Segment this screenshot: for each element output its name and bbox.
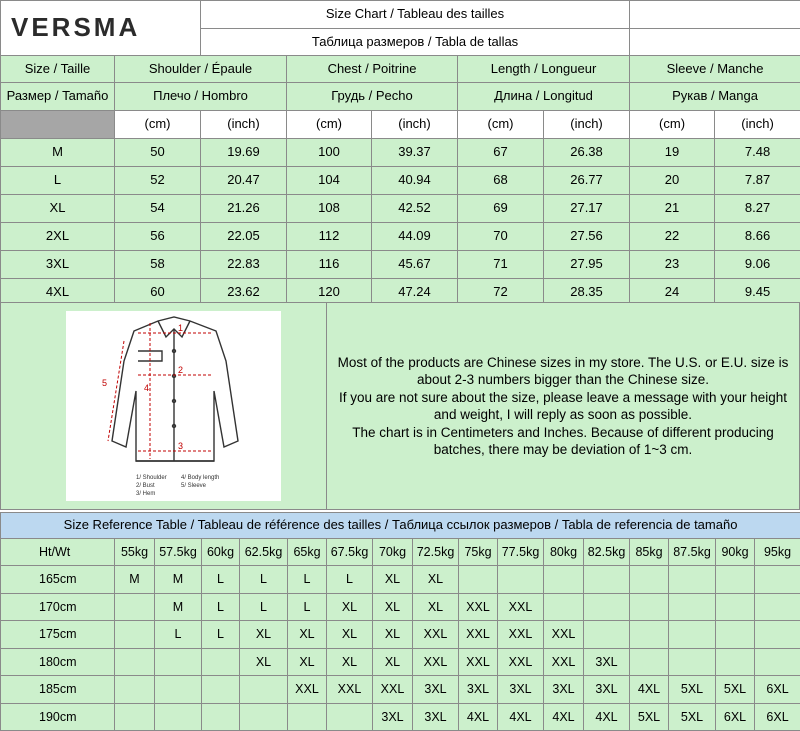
height-label: 190cm — [1, 703, 115, 731]
measure-cell: 20 — [630, 167, 715, 195]
header-shoulder: Shoulder / Épaule — [115, 56, 287, 83]
sleeve-number: 5 — [102, 378, 108, 388]
notes-cell — [326, 302, 800, 510]
height-label: 165cm — [1, 566, 115, 594]
weight-header: 57.5kg — [155, 539, 202, 566]
size-recommendation: 3XL — [413, 676, 459, 704]
size-label: L — [1, 167, 115, 195]
note-line: batches, there may be deviation of 1~3 cm. — [433, 442, 693, 457]
height-row — [1, 703, 800, 731]
measure-cell: 50 — [115, 139, 201, 167]
measure-cell: 9.06 — [715, 251, 800, 279]
measure-cell: 9.45 — [715, 279, 800, 307]
weight-header: 72.5kg — [413, 539, 459, 566]
size-row — [1, 167, 800, 195]
measure-cell: 44.09 — [372, 223, 458, 251]
size-recommendation — [115, 621, 155, 649]
size-recommendation: XXL — [459, 621, 498, 649]
measure-cell: 56 — [115, 223, 201, 251]
measure-cell: 42.52 — [372, 195, 458, 223]
header-chest-alt: Грудь / Pecho — [287, 83, 458, 111]
legend-bust: 2/ Bust — [136, 483, 155, 489]
height-row — [1, 566, 800, 594]
size-recommendation — [288, 703, 327, 731]
size-recommendation — [669, 621, 716, 649]
unit-label: (cm) — [630, 111, 715, 139]
weight-header: 62.5kg — [240, 539, 288, 566]
size-recommendation — [544, 566, 584, 594]
size-recommendation: XL — [373, 566, 413, 594]
measure-cell: 104 — [287, 167, 372, 195]
header-chest: Chest / Poitrine — [287, 56, 458, 83]
height-label: 185cm — [1, 676, 115, 704]
size-recommendation — [459, 566, 498, 594]
size-recommendation — [240, 703, 288, 731]
measure-cell: 26.38 — [544, 139, 630, 167]
measure-cell: 27.17 — [544, 195, 630, 223]
measure-cell: 60 — [115, 279, 201, 307]
size-recommendation: 6XL — [755, 703, 800, 731]
size-recommendation: XL — [288, 648, 327, 676]
size-recommendation: XXL — [498, 648, 544, 676]
size-recommendation: 3XL — [459, 676, 498, 704]
weight-header: 77.5kg — [498, 539, 544, 566]
size-recommendation: L — [155, 621, 202, 649]
height-weight-corner: Ht/Wt — [1, 539, 115, 566]
measure-cell: 8.27 — [715, 195, 800, 223]
size-recommendation — [155, 676, 202, 704]
measure-cell: 22 — [630, 223, 715, 251]
size-recommendation: L — [202, 593, 240, 621]
measure-cell: 108 — [287, 195, 372, 223]
unit-label: (cm) — [115, 111, 201, 139]
size-recommendation — [544, 593, 584, 621]
reference-title: Size Reference Table / Tableau de référence des tailles / Таблица ссылок размеров / Tabla de referencia de tamaño — [1, 513, 800, 539]
size-recommendation: L — [240, 566, 288, 594]
size-recommendation: XXL — [413, 621, 459, 649]
measure-cell: 72 — [458, 279, 544, 307]
size-recommendation: XL — [240, 621, 288, 649]
size-recommendation: XXL — [498, 621, 544, 649]
measure-cell: 22.05 — [201, 223, 287, 251]
size-recommendation — [630, 648, 669, 676]
unit-label: (cm) — [287, 111, 372, 139]
header-shoulder-alt: Плечо / Hombro — [115, 83, 287, 111]
size-recommendation — [584, 621, 630, 649]
size-recommendation: M — [115, 566, 155, 594]
size-recommendation: 3XL — [584, 648, 630, 676]
measure-cell: 47.24 — [372, 279, 458, 307]
measure-cell: 116 — [287, 251, 372, 279]
size-recommendation: XXL — [498, 593, 544, 621]
header-sleeve: Sleeve / Manche — [630, 56, 800, 83]
size-recommendation — [115, 648, 155, 676]
brand-logo — [1, 1, 201, 56]
measure-cell: 19 — [630, 139, 715, 167]
size-recommendation — [115, 703, 155, 731]
weight-header: 80kg — [544, 539, 584, 566]
header-sleeve-alt: Рукав / Manga — [630, 83, 800, 111]
size-recommendation — [630, 593, 669, 621]
measure-cell: 7.48 — [715, 139, 800, 167]
legend-hem: 3/ Hem — [136, 491, 156, 497]
unit-label: (inch) — [201, 111, 287, 139]
measure-cell: 68 — [458, 167, 544, 195]
unit-label: (cm) — [458, 111, 544, 139]
chart-title-line2: Таблица размеров / Tabla de tallas — [201, 29, 630, 56]
weight-header: 82.5kg — [584, 539, 630, 566]
measure-cell: 40.94 — [372, 167, 458, 195]
size-recommendation — [716, 566, 755, 594]
weight-header: 60kg — [202, 539, 240, 566]
header-length-alt: Длина / Longitud — [458, 83, 630, 111]
size-recommendation — [202, 648, 240, 676]
size-recommendation: 6XL — [755, 676, 800, 704]
height-label: 175cm — [1, 621, 115, 649]
size-notes — [334, 354, 793, 459]
size-recommendation — [240, 676, 288, 704]
size-recommendation: XL — [413, 593, 459, 621]
measure-cell: 20.47 — [201, 167, 287, 195]
note-line: Most of the products are Chinese sizes in my store. The U.S. or E.U. size is — [337, 354, 789, 370]
size-recommendation: XXL — [373, 676, 413, 704]
size-recommendation: 3XL — [584, 676, 630, 704]
height-row — [1, 621, 800, 649]
diagram-cell — [0, 302, 327, 510]
size-recommendation: M — [155, 593, 202, 621]
size-recommendation: L — [202, 621, 240, 649]
measure-cell: 22.83 — [201, 251, 287, 279]
unit-label: (inch) — [372, 111, 458, 139]
measure-cell: 27.95 — [544, 251, 630, 279]
weight-header: 90kg — [716, 539, 755, 566]
weight-header: 87.5kg — [669, 539, 716, 566]
size-recommendation — [115, 593, 155, 621]
measure-cell: 21 — [630, 195, 715, 223]
size-recommendation: L — [288, 593, 327, 621]
weight-header: 85kg — [630, 539, 669, 566]
size-recommendation: XXL — [459, 648, 498, 676]
size-recommendation: XXL — [544, 621, 584, 649]
shoulder-number: 1 — [178, 323, 184, 333]
measure-cell: 45.67 — [372, 251, 458, 279]
weight-header: 70kg — [373, 539, 413, 566]
measure-cell: 39.37 — [372, 139, 458, 167]
legend-sleeve: 5/ Sleeve — [181, 483, 207, 489]
size-row — [1, 251, 800, 279]
size-recommendation — [755, 566, 800, 594]
measure-cell: 58 — [115, 251, 201, 279]
height-label: 180cm — [1, 648, 115, 676]
diagram-legend — [136, 475, 219, 497]
size-recommendation: XXL — [413, 648, 459, 676]
legend-body-length: 4/ Body length — [181, 475, 220, 481]
size-row — [1, 223, 800, 251]
size-recommendation: XXL — [544, 648, 584, 676]
height-label: 170cm — [1, 593, 115, 621]
size-recommendation — [755, 593, 800, 621]
size-recommendation: 5XL — [669, 676, 716, 704]
weight-header-row — [1, 539, 800, 566]
measure-cell: 19.69 — [201, 139, 287, 167]
size-recommendation — [669, 593, 716, 621]
size-reference-table — [0, 512, 800, 731]
size-recommendation — [755, 648, 800, 676]
size-recommendation — [669, 648, 716, 676]
size-recommendation: 5XL — [669, 703, 716, 731]
header-size-alt: Размер / Tamaño — [1, 83, 115, 111]
size-recommendation: XL — [373, 593, 413, 621]
height-row — [1, 648, 800, 676]
measure-cell: 21.26 — [201, 195, 287, 223]
size-recommendation: L — [288, 566, 327, 594]
size-recommendation — [155, 648, 202, 676]
size-recommendation: XXL — [459, 593, 498, 621]
units-corner — [1, 111, 115, 139]
info-section — [0, 302, 800, 510]
size-recommendation: 4XL — [584, 703, 630, 731]
note-line: The chart is in Centimeters and Inches. Because of different producing — [352, 424, 774, 440]
unit-label: (inch) — [715, 111, 800, 139]
size-recommendation: XL — [413, 566, 459, 594]
note-line: about 2-3 numbers bigger than the Chinese size. — [417, 372, 709, 387]
size-recommendation: M — [155, 566, 202, 594]
size-recommendation: XL — [288, 621, 327, 649]
size-recommendation — [327, 703, 373, 731]
measure-cell: 70 — [458, 223, 544, 251]
size-recommendation: 3XL — [413, 703, 459, 731]
size-recommendation — [155, 703, 202, 731]
size-recommendation: XL — [240, 648, 288, 676]
size-recommendation: 6XL — [716, 703, 755, 731]
size-recommendation — [669, 566, 716, 594]
size-recommendation: 4XL — [459, 703, 498, 731]
size-label: 2XL — [1, 223, 115, 251]
size-recommendation: 3XL — [498, 676, 544, 704]
weight-header: 95kg — [755, 539, 800, 566]
measure-cell: 23.62 — [201, 279, 287, 307]
size-recommendation: L — [327, 566, 373, 594]
size-recommendation — [115, 676, 155, 704]
size-recommendation — [202, 703, 240, 731]
unit-label: (inch) — [544, 111, 630, 139]
measure-cell: 24 — [630, 279, 715, 307]
size-recommendation — [584, 593, 630, 621]
size-recommendation — [716, 648, 755, 676]
title-blank — [630, 1, 800, 29]
size-recommendation: XL — [327, 621, 373, 649]
size-recommendation — [716, 593, 755, 621]
measure-cell: 100 — [287, 139, 372, 167]
size-recommendation — [755, 621, 800, 649]
measure-cell: 27.56 — [544, 223, 630, 251]
measure-cell: 69 — [458, 195, 544, 223]
size-label: XL — [1, 195, 115, 223]
size-recommendation: XXL — [327, 676, 373, 704]
size-recommendation: XL — [373, 621, 413, 649]
measure-cell: 71 — [458, 251, 544, 279]
measure-cell: 112 — [287, 223, 372, 251]
bust-number: 2 — [178, 365, 184, 375]
size-recommendation: XXL — [288, 676, 327, 704]
weight-header: 75kg — [459, 539, 498, 566]
size-recommendation: XL — [373, 648, 413, 676]
height-row — [1, 593, 800, 621]
weight-header: 55kg — [115, 539, 155, 566]
header-length: Length / Longueur — [458, 56, 630, 83]
size-recommendation: 4XL — [498, 703, 544, 731]
measurement-numbers — [102, 323, 183, 451]
brand-name: VERSMA — [11, 12, 141, 43]
note-line: and weight, I will reply as soon as possible. — [433, 407, 693, 422]
measure-cell: 7.87 — [715, 167, 800, 195]
size-recommendation: XL — [327, 593, 373, 621]
size-recommendation: 5XL — [630, 703, 669, 731]
measure-cell: 54 — [115, 195, 201, 223]
size-row — [1, 139, 800, 167]
size-recommendation: 3XL — [544, 676, 584, 704]
height-row — [1, 676, 800, 704]
size-recommendation: 3XL — [373, 703, 413, 731]
size-recommendation: 5XL — [716, 676, 755, 704]
title-blank — [630, 29, 800, 56]
note-line: If you are not sure about the size, please leave a message with your height — [338, 389, 788, 405]
size-label: 3XL — [1, 251, 115, 279]
header-size: Size / Taille — [1, 56, 115, 83]
size-recommendation: 4XL — [630, 676, 669, 704]
size-recommendation — [716, 621, 755, 649]
size-label: 4XL — [1, 279, 115, 307]
shirt-measurement-diagram — [66, 311, 281, 501]
chart-title-line1: Size Chart / Tableau des tailles — [201, 1, 630, 29]
measure-cell: 28.35 — [544, 279, 630, 307]
size-recommendation — [584, 566, 630, 594]
size-recommendation: L — [202, 566, 240, 594]
size-row — [1, 195, 800, 223]
measure-cell: 52 — [115, 167, 201, 195]
measurement-lines — [108, 323, 212, 459]
size-recommendation — [202, 676, 240, 704]
size-recommendation: L — [240, 593, 288, 621]
measure-cell: 23 — [630, 251, 715, 279]
shirt-icon — [112, 317, 238, 461]
weight-header: 65kg — [288, 539, 327, 566]
size-recommendation: 4XL — [544, 703, 584, 731]
size-chart-table — [0, 0, 800, 307]
measure-cell: 120 — [287, 279, 372, 307]
legend-shoulder: 1/ Shoulder — [136, 475, 167, 481]
size-recommendation — [630, 621, 669, 649]
length-number: 4 — [144, 383, 150, 393]
measure-cell: 26.77 — [544, 167, 630, 195]
measure-cell: 8.66 — [715, 223, 800, 251]
size-recommendation: XL — [327, 648, 373, 676]
size-recommendation — [630, 566, 669, 594]
size-recommendation — [498, 566, 544, 594]
measure-cell: 67 — [458, 139, 544, 167]
weight-header: 67.5kg — [327, 539, 373, 566]
hem-number: 3 — [178, 441, 184, 451]
size-label: M — [1, 139, 115, 167]
